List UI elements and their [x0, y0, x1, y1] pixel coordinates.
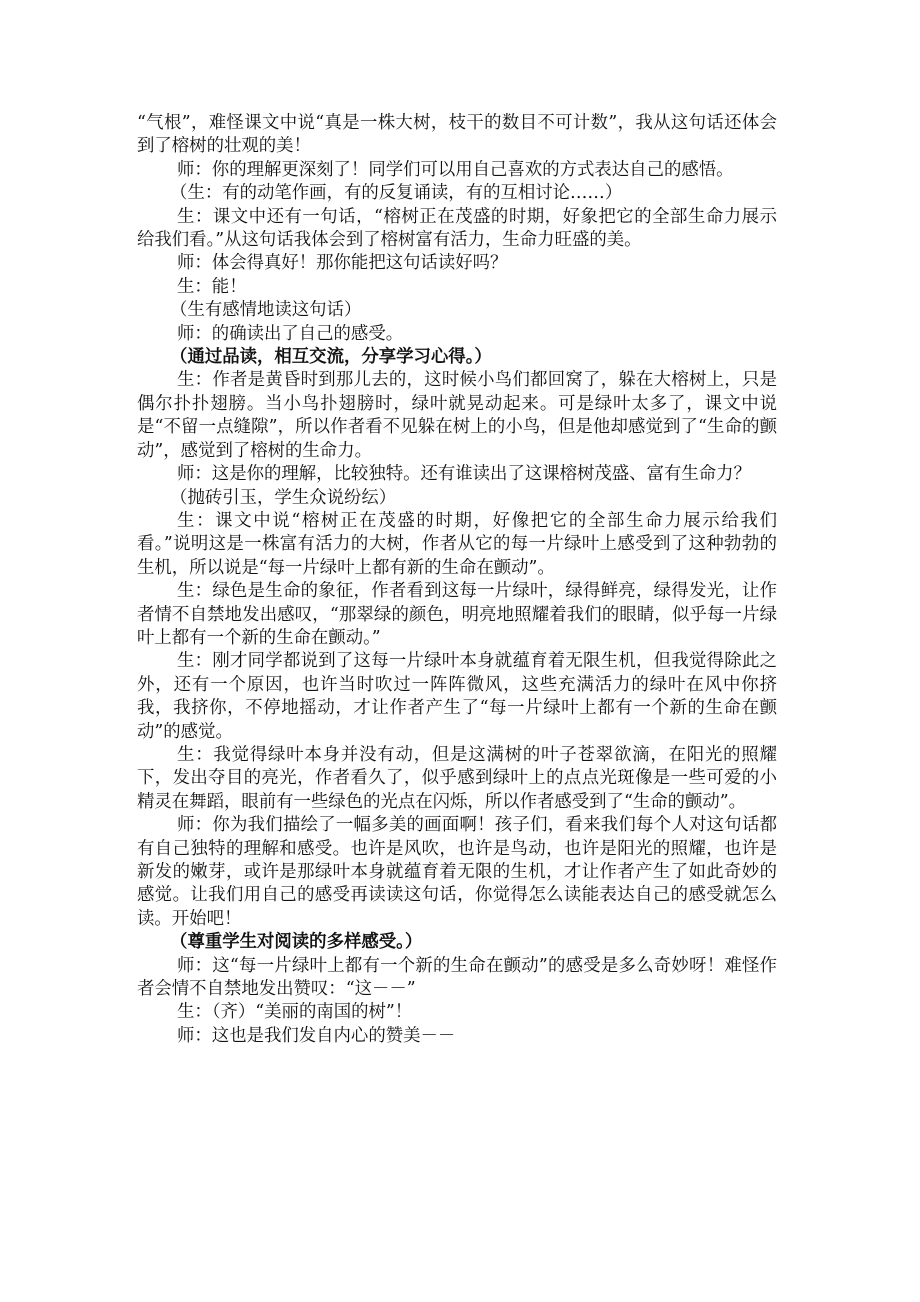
paragraph-continuation: “气根”，难怪课文中说“真是一株大树，枝干的数目不可计数”，我从这句话还体会到了榕树的壮观的美！ — [137, 113, 777, 157]
paragraph-teacher: 师：的确读出了自己的感受。 — [177, 323, 404, 344]
paragraph-student: 生：课文中说“榕树正在茂盛的时期，好像把它的全部生命力展示给我们看。”说明这是一株富有活力的大树，作者从它的每一片绿叶上感受到了这种勃勃的生机，所以说是“每一片绿叶上都有新的生命在颤动”。 — [137, 510, 777, 578]
paragraph-teacher: 师：这是你的理解，比较独特。还有谁读出了这课榕树茂盛、富有生命力？ — [177, 464, 751, 485]
paragraph-student: 生：作者是黄昏时到那儿去的，这时候小鸟们都回窝了，躲在大榕树上，只是偶尔扑扑翅膀。当小鸟扑翅膀时，绿叶就晃动起来。可是绿叶太多了，课文中说是“不留一点缝隙”，所以作者看不见躲在树上的小鸟，但是他却感觉到了“生命的颤动”，感觉到了榕树的生命力。 — [137, 370, 777, 461]
paragraph-student: 生：刚才同学都说到了这每一片绿叶本身就蕴育着无限生机，但我觉得除此之外，还有一个原因，也许当时吹过一阵阵微风，这些充满活力的绿叶在风中你挤我，我挤你，不停地摇动，才让作者产生了“每一片绿叶上都有一个新的生命在颤动”的感觉。 — [137, 651, 777, 742]
paragraph-teacher: 师：你为我们描绘了一幅多美的画面啊！孩子们，看来我们每个人对这句话都有自己独特的理解和感受。也许是风吹，也许是鸟动，也许是阳光的照耀，也许是新发的嫩芽，或许是那绿叶本身就蕴育着无限的生机，才让作者产生了如此奇妙的感觉。让我们用自己的感受再读读这句话，你觉得怎么读能表达自己的感受就怎么读。开始吧！ — [137, 815, 777, 929]
paragraph-commentary: （通过品读，相互交流，分享学习心得。） — [170, 347, 492, 368]
document-page — [137, 112, 777, 1048]
paragraph-note: （生有感情地读这句话） — [170, 300, 362, 321]
paragraph-note: （生：有的动笔作画，有的反复诵读，有的互相讨论……） — [170, 183, 623, 204]
paragraph-teacher: 师：这“每一片绿叶上都有一个新的生命在颤动”的感受是多么奇妙呀！难怪作者会情不自禁地发出赞叹：“这－－” — [137, 955, 777, 1000]
paragraph-teacher: 师：你的理解更深刻了！同学们可以用自己喜欢的方式表达自己的感悟。 — [177, 159, 734, 180]
paragraph-student: 生：课文中还有一句话，“榕树正在茂盛的时期，好象把它的全部生命力展示给我们看。”从这句话我体会到了榕树富有活力，生命力旺盛的美。 — [137, 206, 777, 251]
paragraph-student: 生：绿色是生命的象征，作者看到这每一片绿叶，绿得鲜亮，绿得发光，让作者情不自禁地发出感叹，“那翠绿的颜色，明亮地照耀着我们的眼睛，似乎每一片绿叶上都有一个新的生命在颤动。” — [137, 581, 777, 648]
paragraph-student: 生：（齐）“美丽的南国的树”！ — [177, 1002, 413, 1023]
paragraph-teacher: 师：这也是我们发自内心的赞美－－ — [177, 1025, 456, 1046]
paragraph-note: （抛砖引玉，学生众说纷纭） — [170, 487, 397, 508]
paragraph-student: 生：能！ — [177, 276, 247, 297]
paragraph-teacher: 师：体会得真好！那你能把这句话读好吗？ — [177, 253, 508, 274]
paragraph-student: 生：我觉得绿叶本身并没有动，但是这满树的叶子苍翠欲滴，在阳光的照耀下，发出夺目的亮光，作者看久了，似乎感到绿叶上的点点光斑像是一些可爱的小精灵在舞蹈，眼前有一些绿色的光点在闪烁，所以作者感受到了“生命的颤动”。 — [137, 744, 777, 812]
paragraph-commentary: （尊重学生对阅读的多样感受。） — [170, 932, 423, 953]
